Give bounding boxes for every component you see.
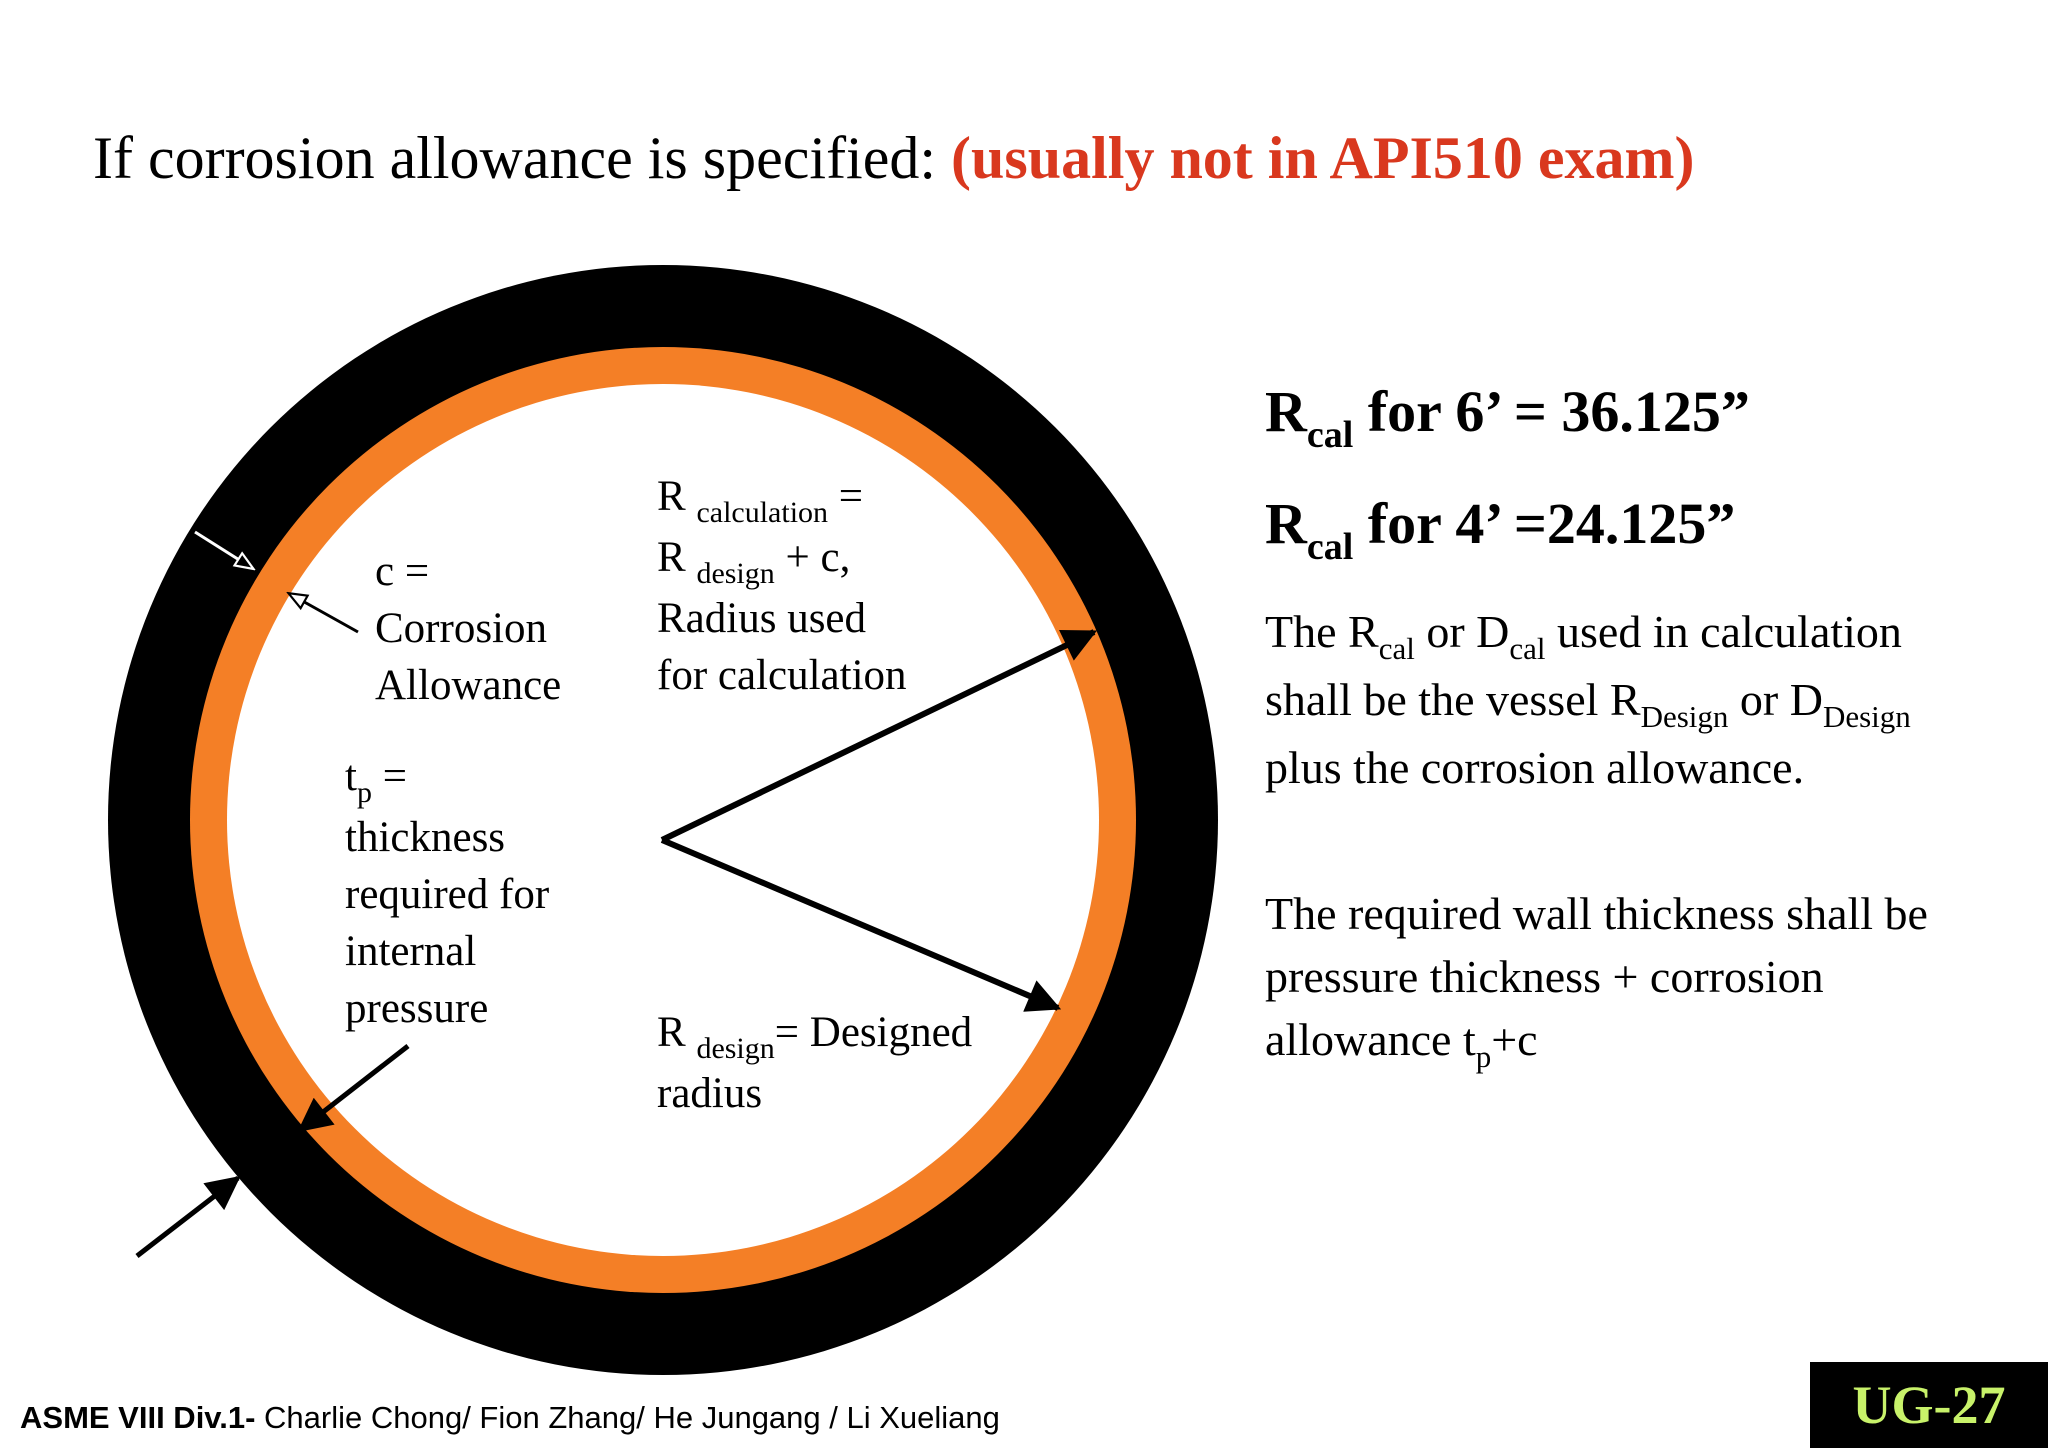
label-c-line1: c = — [375, 548, 430, 595]
rcalc-eq2: + c, — [774, 534, 851, 581]
tp-eq: = — [371, 753, 407, 800]
tp-line5: pressure — [345, 985, 489, 1032]
rcal-explanation-paragraph — [1265, 600, 1985, 799]
rcal6-sub: cal — [1306, 414, 1354, 456]
p1-sub4: Design — [1822, 699, 1911, 734]
rcal6-r: R — [1265, 379, 1307, 444]
rcal4-sub: cal — [1306, 526, 1354, 568]
p2-sub: p — [1475, 1039, 1492, 1074]
tp-t: t — [345, 753, 357, 800]
p1-c: used in calculation shall be the vessel R — [1265, 606, 1902, 725]
wall-thickness-paragraph — [1265, 882, 1985, 1076]
rdesign-line2: radius — [657, 1070, 763, 1117]
tp-line4: internal — [345, 928, 477, 975]
footer-course: ASME VIII Div.1- — [20, 1400, 256, 1435]
label-c-line3: Allowance — [375, 662, 562, 709]
rcalc-sub2: design — [696, 557, 775, 590]
rcalc-r2: R — [657, 534, 686, 581]
rcalc-eq1: = — [828, 473, 864, 520]
p1-sub2: cal — [1509, 631, 1546, 666]
p1-sub3: Design — [1640, 699, 1729, 734]
rcalc-r1: R — [657, 473, 686, 520]
rcal-4ft — [1265, 490, 1736, 568]
rdesign-sub: design — [696, 1032, 775, 1065]
tp-line2: thickness — [345, 814, 506, 861]
rcalc-line4: for calculation — [657, 652, 907, 699]
rcal4-r: R — [1265, 491, 1307, 556]
p1-d: or D — [1728, 674, 1823, 725]
p1-sub1: cal — [1378, 631, 1415, 666]
label-c-line2: Corrosion — [375, 605, 547, 652]
p2-a: The required wall thickness shall be pressure thickness + corrosion allowance t — [1265, 888, 1928, 1065]
tp-line3: required for — [345, 871, 550, 918]
thickness-outer-arrow — [137, 1178, 238, 1256]
rdesign-eq: = Designed — [774, 1009, 973, 1056]
corrosion-allowance-label — [375, 543, 561, 714]
radius-calculation-label — [657, 468, 907, 704]
p1-b: or D — [1414, 606, 1510, 657]
title-main: If corrosion allowance is specified: — [93, 125, 952, 191]
section-badge: UG-27 — [1810, 1362, 2048, 1448]
rcal6-rest: for 6’ = 36.125” — [1353, 379, 1750, 444]
tp-sub: p — [356, 776, 372, 809]
p1-a: The R — [1265, 606, 1379, 657]
rcal-6ft — [1265, 378, 1750, 456]
rdesign-r: R — [657, 1009, 686, 1056]
p2-b: +c — [1491, 1014, 1538, 1065]
pressure-thickness-label — [345, 748, 549, 1037]
rcal4-rest: for 4’ =24.125” — [1353, 491, 1736, 556]
title-highlight: (usually not in API510 exam) — [951, 125, 1695, 191]
footer-credits — [20, 1400, 1000, 1436]
p1-e: plus the corrosion allowance. — [1265, 742, 1805, 793]
footer-authors: Charlie Chong/ Fion Zhang/ He Jungang / Li Xueliang — [255, 1400, 1000, 1435]
radius-design-label — [657, 1004, 972, 1122]
rcalc-line3: Radius used — [657, 595, 867, 642]
rcalc-sub1: calculation — [696, 496, 829, 529]
